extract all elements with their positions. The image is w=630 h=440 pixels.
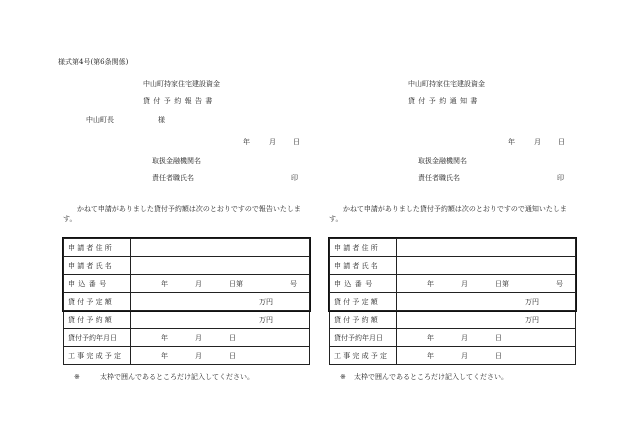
table-row: [64, 347, 310, 365]
table-row: [64, 329, 310, 347]
table-row: [330, 257, 576, 275]
left-org: 中山町持家住宅建設資金: [143, 80, 220, 88]
left-title: 貸付予約報告書: [143, 97, 216, 105]
table-row: [330, 347, 576, 365]
right-seal: 印: [557, 174, 564, 182]
completion-date-field: 年 月 日: [397, 347, 576, 365]
left-note: 太枠で囲んであるところだけ記入してください。: [100, 373, 254, 381]
row-label: 貸付予約年月日: [334, 333, 383, 342]
left-note-mark: ※: [74, 373, 80, 381]
left-form-table: [63, 238, 310, 365]
table-row: [330, 293, 576, 311]
right-note: 太枠で囲んであるところだけ記入してください。: [354, 373, 508, 381]
table-row: [330, 239, 576, 257]
right-date-day: 日: [558, 138, 565, 146]
table-row: [330, 329, 576, 347]
left-body: かねて申請がありました貸付予約額は次のとおりですので報告いたします。: [63, 205, 301, 223]
reserved-amount-field: 万円: [397, 311, 576, 329]
reservation-date-field: 年 月 日: [131, 329, 310, 347]
row-label: 貸付予約年月日: [68, 333, 117, 342]
address-field[interactable]: [131, 239, 310, 257]
row-label: 貸付予定額: [334, 297, 380, 306]
row-label: 貸付予約額: [334, 315, 380, 324]
reserved-amount-field: 万円: [131, 311, 310, 329]
table-row: [64, 257, 310, 275]
row-label: 申請者氏名: [334, 261, 380, 270]
application-number-field[interactable]: 年 月 日第 号: [397, 275, 576, 293]
right-body: かねて申請がありました貸付予約額は次のとおりですので通知いたします。: [329, 205, 567, 223]
row-label: 申請者住所: [68, 243, 114, 252]
name-field[interactable]: [397, 257, 576, 275]
planned-amount-field[interactable]: 万円: [397, 293, 576, 311]
right-org: 中山町持家住宅建設資金: [408, 80, 485, 88]
table-row: [64, 275, 310, 293]
completion-date-field: 年 月 日: [131, 347, 310, 365]
row-label: 申込番号: [334, 279, 376, 288]
left-addressee: 中山町長: [86, 116, 114, 124]
row-label: 申込番号: [68, 279, 110, 288]
address-field[interactable]: [397, 239, 576, 257]
row-label: 申請者住所: [334, 243, 380, 252]
form-number: 様式第4号(第6条関係): [58, 58, 129, 66]
planned-amount-field[interactable]: 万円: [131, 293, 310, 311]
right-title: 貸付予約通知書: [408, 97, 481, 105]
table-row: [330, 311, 576, 329]
table-row: [64, 293, 310, 311]
left-honorific: 様: [158, 116, 165, 124]
table-row: [64, 311, 310, 329]
right-date-month: 月: [534, 138, 541, 146]
reservation-date-field: 年 月 日: [397, 329, 576, 347]
name-field[interactable]: [131, 257, 310, 275]
table-row: [64, 239, 310, 257]
left-date-month: 月: [269, 138, 276, 146]
row-label: 工事完成予定: [334, 351, 390, 360]
right-note-mark: ※: [340, 373, 346, 381]
left-institution: 取扱金融機関名: [152, 157, 201, 165]
table-row: [330, 275, 576, 293]
right-person: 責任者職氏名: [418, 174, 460, 182]
application-number-field[interactable]: 年 月 日第 号: [131, 275, 310, 293]
right-institution: 取扱金融機関名: [418, 157, 467, 165]
row-label: 貸付予定額: [68, 297, 114, 306]
right-form-table: [329, 238, 576, 365]
row-label: 貸付予約額: [68, 315, 114, 324]
left-seal: 印: [291, 174, 298, 182]
right-date-year: 年: [508, 138, 515, 146]
left-date-day: 日: [293, 138, 300, 146]
row-label: 申請者氏名: [68, 261, 114, 270]
left-person: 責任者職氏名: [152, 174, 194, 182]
left-date-year: 年: [243, 138, 250, 146]
row-label: 工事完成予定: [68, 351, 124, 360]
